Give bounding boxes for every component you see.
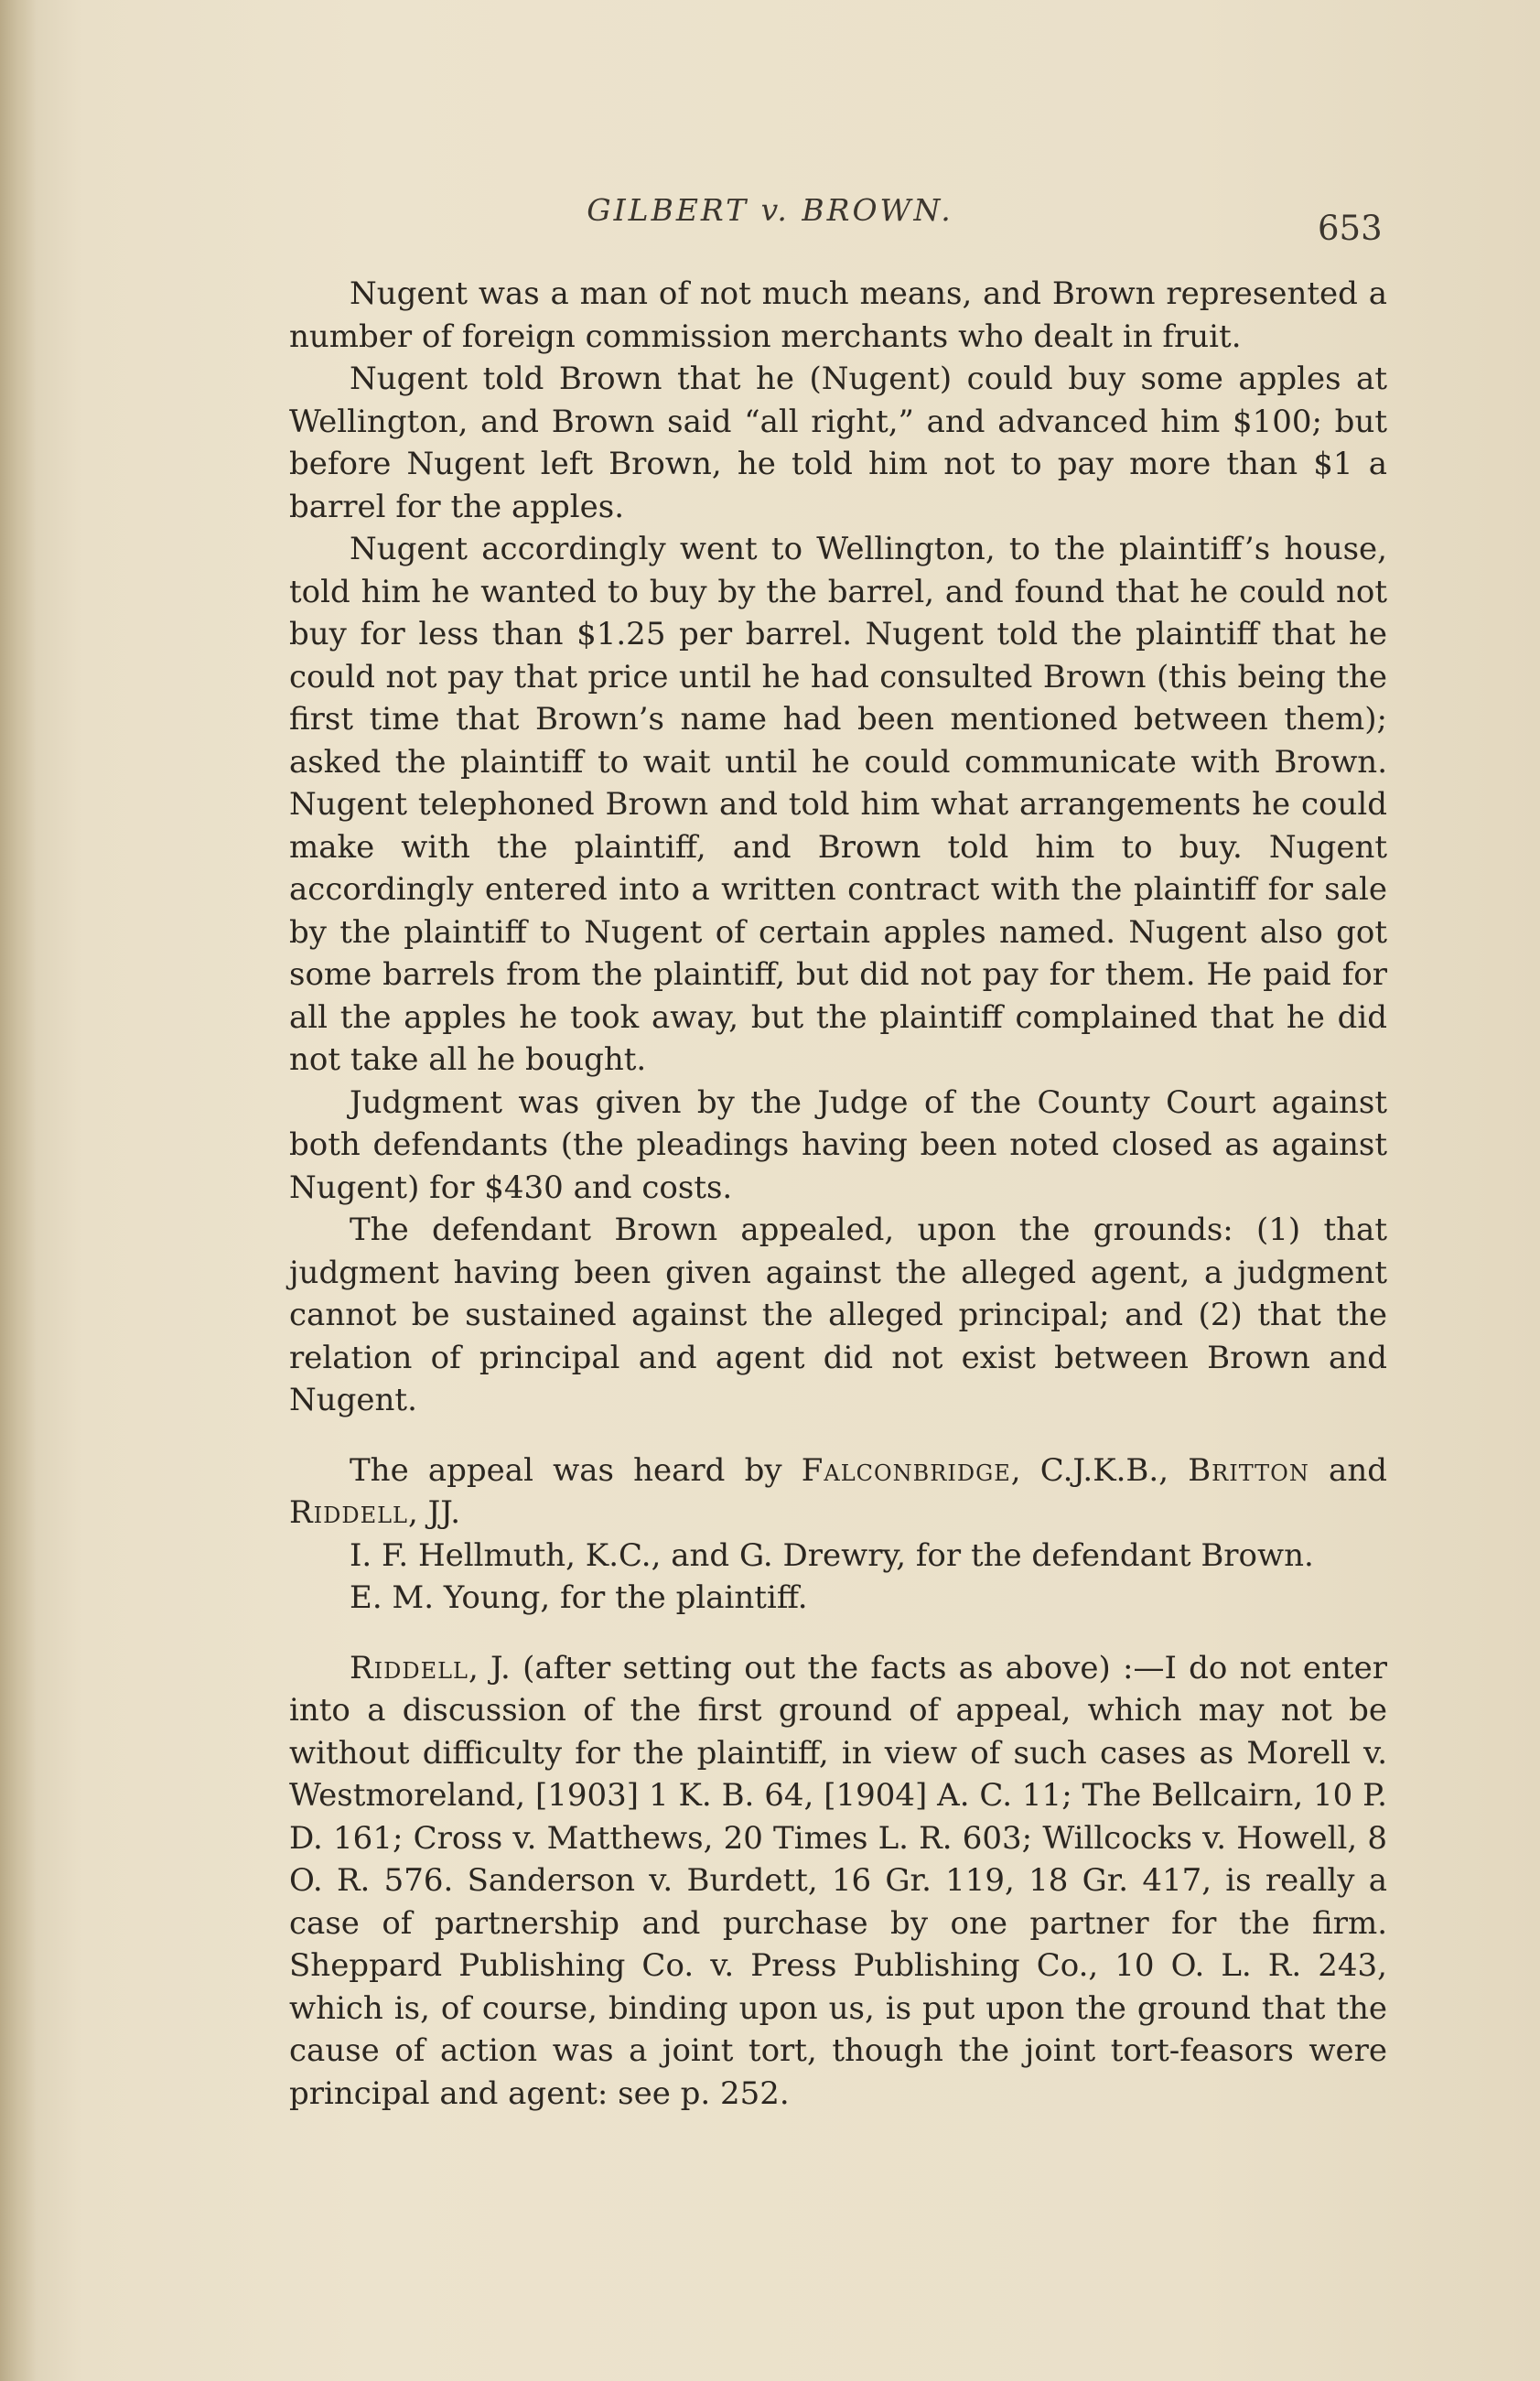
- text-run: , [1903] 1 K. B. 64, [1904] A. C. 11;: [515, 1777, 1082, 1814]
- paragraph-judgment-riddell: [289, 1647, 1387, 2116]
- paragraph-counsel-plaintiff: E. M. Young, for the plaintiff.: [350, 1579, 808, 1616]
- text-run: and: [1308, 1451, 1387, 1489]
- paragraph-appeal-heard: [289, 1449, 1387, 1535]
- case-citation: Sheppard Publishing Co. v. Press Publishing Co.: [289, 1947, 1089, 1984]
- section-gap: [289, 1422, 1387, 1449]
- running-head: GILBERT v. BROWN.: [587, 192, 953, 228]
- judge-name: Riddell: [350, 1649, 468, 1686]
- text-run: , 8 O. R. 576.: [289, 1819, 1388, 1899]
- text-run: , 16 Gr. 119, 18 Gr. 417, is really a case of partnership and purchase by one partner for the firm.: [289, 1862, 1387, 1942]
- case-citation: Morell v. Westmoreland: [289, 1734, 1387, 1814]
- text-run: , JJ.: [407, 1494, 461, 1531]
- case-citation: The Bellcairn: [1082, 1777, 1294, 1814]
- text-run: , 10 O. L. R. 243, which is, of course, binding upon us, is put upon the ground that the cause of action was a joint tort, though the joint tort-feasors were principal and agent: see p. 252.: [289, 1947, 1387, 2112]
- paragraph-counsel-defendant: I. F. Hellmuth, K.C., and G. Drewry, for the defendant Brown.: [350, 1536, 1314, 1574]
- paragraph-apples-wellington: Nugent told Brown that he (Nugent) could buy some apples at Wellington, and Brown said “all right,” and advanced him $100; but before Nugent left Brown, he told him not to pay more than $1 a barrel for the apples.: [289, 361, 1387, 525]
- paragraph-judgment: Judgment was given by the Judge of the County Court against both defendants (the pleadings having been noted closed as against Nugent) for $430 and costs.: [289, 1083, 1387, 1206]
- text-run: , J. (after setting out the facts as above) :—I do not enter into a discussion of the first ground of appeal, which may not be without difficulty for the plaintiff, in view of such cases as: [289, 1649, 1387, 1772]
- judge-name: Riddell: [289, 1494, 408, 1531]
- paragraph-nugent-means: Nugent was a man of not much means, and Brown represented a number of foreign commission merchants who dealt in fruit.: [289, 275, 1387, 355]
- case-citation: Sanderson v. Burdett: [467, 1862, 808, 1899]
- judge-name: Falconbridge: [801, 1451, 1011, 1489]
- text-run: The appeal was heard by: [350, 1451, 802, 1489]
- body-text: [289, 273, 1387, 2115]
- text-run: , C.J.K.B.,: [1010, 1451, 1189, 1489]
- text-run: , 20 Times L. R. 603;: [703, 1819, 1043, 1857]
- text-run: , 10 P. D. 161;: [289, 1777, 1387, 1857]
- paragraph-contract-facts: Nugent accordingly went to Wellington, to the plaintiff’s house, told him he wanted to buy by the barrel, and found that he could not buy for less than $1.25 per barrel. Nugent told the plaintiff that he could not pay that price until he had consulted Brown (this being the first time that Brown’s name had been mentioned between them); asked the plaintiff to wait until he could communicate with Brown. Nugent telephoned Brown and told him what arrangements he could make with the plaintiff, and Brown told him to buy. Nugent accordingly entered into a written contract with the plaintiff for sale by the plaintiff to Nugent of certain apples named. Nugent also got some barrels from the plaintiff, but did not pay for them. He paid for all the apples he took away, but the plaintiff complained that he did not take all he bought.: [289, 531, 1387, 1078]
- judge-name: Britton: [1188, 1451, 1309, 1489]
- section-gap: [289, 1620, 1387, 1647]
- page-gutter-shadow: [0, 0, 37, 2381]
- case-citation: Cross v. Matthews: [413, 1819, 704, 1857]
- case-citation: Willcocks v. Howell: [1042, 1819, 1348, 1857]
- page-number: 653: [1318, 209, 1383, 248]
- paragraph-appeal-grounds: The defendant Brown appealed, upon the grounds: (1) that judgment having been given against the alleged agent, a judgment cannot be sustained against the alleged principal; and (2) that the relation of principal and agent did not exist between Brown and Nugent.: [289, 1212, 1387, 1418]
